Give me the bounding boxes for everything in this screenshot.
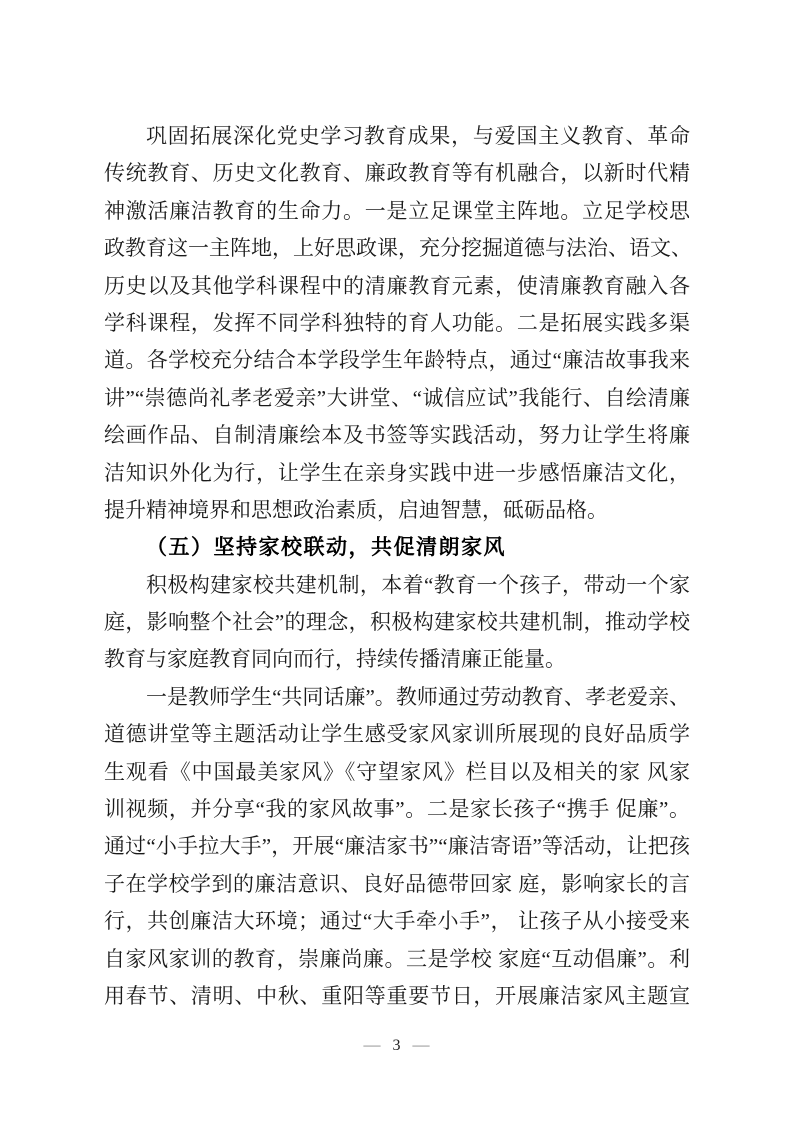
text-line: 传统教育、历史文化教育、廉政教育等有机融合，以新时代精 [104,161,690,186]
text-line: 神激活廉洁教育的生命力。一是立足课堂主阵地。立足学校思 [104,198,690,223]
text-line: 道。各学校充分结合本学段学生年龄特点，通过“廉洁故事我来 [104,348,690,373]
text-line: 子在学校学到的廉洁意识、良好品德带回家 庭，影响家长的言 [104,871,690,896]
text-line: 行，共创廉洁大环境；通过“大手牵小手”， 让孩子从小接受来 [104,909,690,934]
text-line: 一是教师学生“共同话廉”。教师通过劳动教育、孝老爱亲、 [146,684,690,709]
footer-dash-left: — [363,1035,381,1054]
text-line: 庭，影响整个社会”的理念，积极构建家校共建机制，推动学校 [104,610,690,635]
text-line: 教育与家庭教育同向而行，持续传播清廉正能量。 [104,647,566,672]
text-line: 通过“小手拉大手”，开展“廉洁家书”“廉洁寄语”等活动，让把孩 [104,834,690,859]
text-line: 生观看《中国最美家风》《守望家风》栏目以及相关的家 风家 [104,759,690,784]
text-line: 积极构建家校共建机制，本着“教育一个孩子，带动一个家 [146,572,690,597]
text-line: 讲”“崇德尚礼孝老爱亲”大讲堂、“诚信应试”我能行、自绘清廉 [104,385,690,410]
text-line: 政教育这一主阵地，上好思政课，充分挖掘道德与法治、语文、 [104,236,692,261]
document-body [104,118,690,1015]
text-line: 洁知识外化为行，让学生在亲身实践中进一步感悟廉洁文化， [104,460,690,485]
footer-dash-right: — [412,1035,430,1054]
text-line: 道德讲堂等主题活动让学生感受家风家训所展现的良好品质学 [104,722,690,747]
text-line: 历史以及其他学科课程中的清廉教育元素，使清廉教育融入各 [104,273,690,298]
section-heading: （五）坚持家校联动，共促清朗家风 [146,535,506,560]
page-number: 3 [392,1037,401,1054]
page-footer [0,1033,793,1058]
text-line: 绘画作品、自制清廉绘本及书签等实践活动，努力让学生将廉 [104,423,690,448]
text-line: 用春节、清明、中秋、重阳等重要节日，开展廉洁家风主题宣 [104,983,690,1008]
text-line: 自家风家训的教育，崇廉尚廉。三是学校 家庭“互动倡廉”。利 [104,946,690,971]
text-line: 提升精神境界和思想政治素质，启迪智慧，砥砺品格。 [104,497,608,522]
text-line: 学科课程，发挥不同学科独特的育人功能。二是拓展实践多渠 [104,310,690,335]
text-line: 训视频，并分享“我的家风故事”。二是家长孩子“携手 促廉”。 [104,797,690,822]
text-line: 巩固拓展深化党史学习教育成果，与爱国主义教育、革命 [146,124,690,148]
